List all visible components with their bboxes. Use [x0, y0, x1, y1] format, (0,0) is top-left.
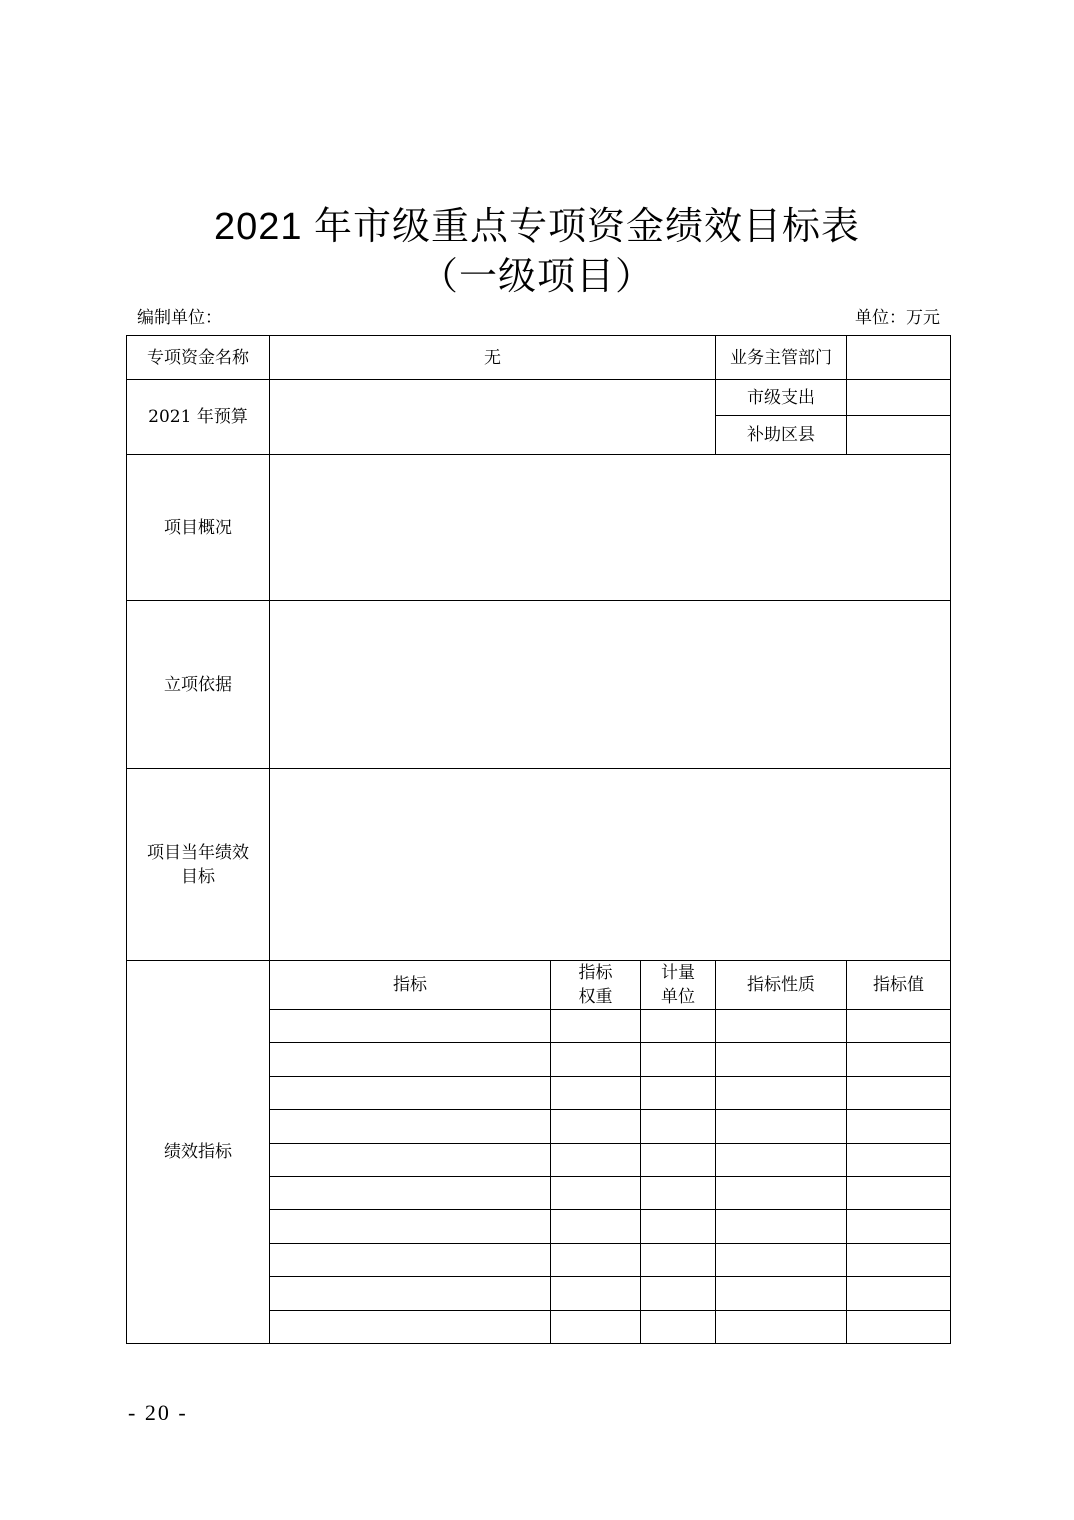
document-subtitle: （一级项目）: [419, 256, 654, 298]
indicator-weight-cell[interactable]: [551, 1010, 641, 1043]
indicator-name-cell[interactable]: [270, 1243, 551, 1276]
indicator-unit-cell[interactable]: [641, 1243, 716, 1276]
overview-row: [127, 455, 951, 601]
indicator-unit-cell[interactable]: [641, 1176, 716, 1209]
indicator-weight-cell[interactable]: [551, 1110, 641, 1143]
subsidy-value[interactable]: [847, 416, 951, 455]
indicator-header-nature: 指标性质: [716, 961, 847, 1010]
indicator-name-cell[interactable]: [270, 1043, 551, 1076]
budget-label: 2021 年预算: [127, 380, 270, 455]
indicator-nature-cell[interactable]: [716, 1043, 847, 1076]
basis-value[interactable]: [270, 601, 951, 769]
budget-value[interactable]: [270, 380, 716, 455]
indicator-weight-cell[interactable]: [551, 1243, 641, 1276]
indicator-value-cell[interactable]: [847, 1210, 951, 1243]
indicator-name-cell[interactable]: [270, 1110, 551, 1143]
currency-unit-label: 单位：万元: [855, 308, 940, 328]
indicator-name-cell[interactable]: [270, 1210, 551, 1243]
fund-name-label: 专项资金名称: [127, 336, 270, 380]
indicator-value-cell[interactable]: [847, 1277, 951, 1310]
goal-label: 项目当年绩效目标: [127, 769, 270, 961]
indicator-weight-cell[interactable]: [551, 1277, 641, 1310]
indicator-unit-cell[interactable]: [641, 1277, 716, 1310]
fund-name-row: [127, 336, 951, 380]
dept-label: 业务主管部门: [716, 336, 847, 380]
indicator-name-cell[interactable]: [270, 1277, 551, 1310]
performance-target-table: [126, 335, 951, 1344]
indicator-weight-cell[interactable]: [551, 1043, 641, 1076]
indicator-name-cell[interactable]: [270, 1143, 551, 1176]
indicator-header-weight: 指标权重: [551, 961, 641, 1010]
indicator-value-cell[interactable]: [847, 1010, 951, 1043]
indicator-unit-cell[interactable]: [641, 1010, 716, 1043]
indicator-unit-cell[interactable]: [641, 1110, 716, 1143]
indicator-weight-cell[interactable]: [551, 1176, 641, 1209]
indicator-weight-cell[interactable]: [551, 1143, 641, 1176]
indicator-value-cell[interactable]: [847, 1076, 951, 1109]
basis-label: 立项依据: [127, 601, 270, 769]
indicator-nature-cell[interactable]: [716, 1243, 847, 1276]
indicator-weight-cell[interactable]: [551, 1310, 641, 1343]
budget-row: [127, 380, 951, 416]
indicator-name-cell[interactable]: [270, 1010, 551, 1043]
indicator-value-cell[interactable]: [847, 1043, 951, 1076]
city-expense-value[interactable]: [847, 380, 951, 416]
dept-value[interactable]: [847, 336, 951, 380]
indicator-nature-cell[interactable]: [716, 1143, 847, 1176]
compiling-unit-label: 编制单位：: [137, 308, 222, 328]
indicator-value-cell[interactable]: [847, 1143, 951, 1176]
indicator-unit-cell[interactable]: [641, 1076, 716, 1109]
indicator-header-unit: 计量单位: [641, 961, 716, 1010]
indicator-unit-cell[interactable]: [641, 1143, 716, 1176]
indicator-name-cell[interactable]: [270, 1310, 551, 1343]
indicator-unit-cell[interactable]: [641, 1210, 716, 1243]
indicator-nature-cell[interactable]: [716, 1076, 847, 1109]
indicator-value-cell[interactable]: [847, 1110, 951, 1143]
city-expense-label: 市级支出: [716, 380, 847, 416]
indicator-nature-cell[interactable]: [716, 1277, 847, 1310]
indicator-value-cell[interactable]: [847, 1310, 951, 1343]
basis-row: [127, 601, 951, 769]
goal-value[interactable]: [270, 769, 951, 961]
overview-value[interactable]: [270, 455, 951, 601]
document-title: 2021 年市级重点专项资金绩效目标表: [213, 206, 861, 248]
indicator-nature-cell[interactable]: [716, 1110, 847, 1143]
indicator-name-cell[interactable]: [270, 1176, 551, 1209]
indicator-value-cell[interactable]: [847, 1176, 951, 1209]
indicator-value-cell[interactable]: [847, 1243, 951, 1276]
indicator-header-value: 指标值: [847, 961, 951, 1010]
indicator-weight-cell[interactable]: [551, 1210, 641, 1243]
indicator-weight-cell[interactable]: [551, 1076, 641, 1109]
indicator-nature-cell[interactable]: [716, 1310, 847, 1343]
indicator-name-cell[interactable]: [270, 1076, 551, 1109]
indicator-unit-cell[interactable]: [641, 1043, 716, 1076]
indicator-unit-cell[interactable]: [641, 1310, 716, 1343]
goal-row: [127, 769, 951, 961]
indicator-nature-cell[interactable]: [716, 1010, 847, 1043]
indicator-nature-cell[interactable]: [716, 1210, 847, 1243]
overview-label: 项目概况: [127, 455, 270, 601]
fund-name-value[interactable]: 无: [270, 336, 716, 380]
subsidy-label: 补助区县: [716, 416, 847, 455]
indicator-section-label: 绩效指标: [127, 961, 270, 1344]
indicator-header-name: 指标: [270, 961, 551, 1010]
indicator-nature-cell[interactable]: [716, 1176, 847, 1209]
page-number: - 20 -: [128, 1400, 188, 1425]
indicator-header-row: [127, 961, 951, 1010]
